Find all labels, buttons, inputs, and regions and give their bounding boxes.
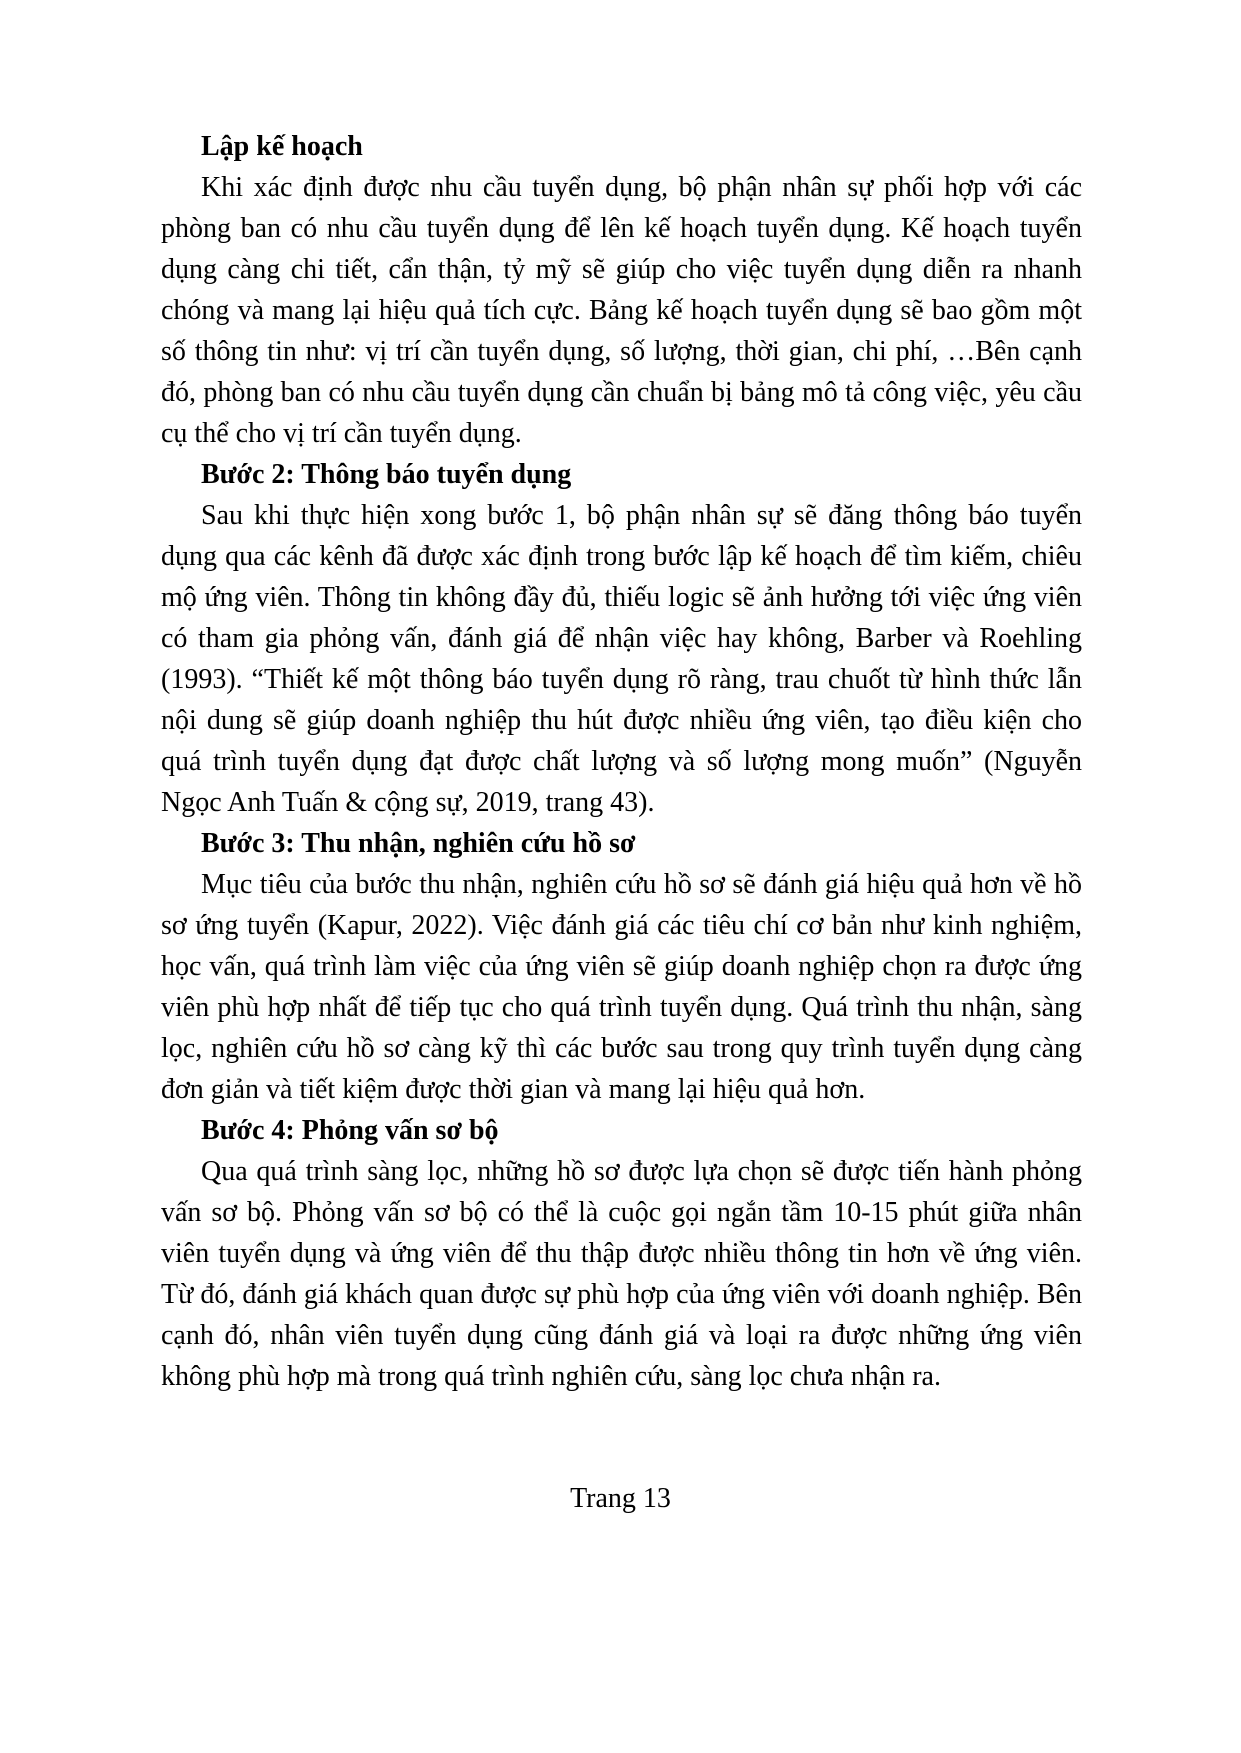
document-content (161, 126, 1082, 1397)
section-heading: Bước 3: Thu nhận, nghiên cứu hồ sơ (201, 828, 636, 859)
body-paragraph: Qua quá trình sàng lọc, những hồ sơ được lựa chọn sẽ được tiến hành phỏng vấn sơ bộ. Phỏng vấn sơ bộ có thể là cuộc gọi ngắn tầm 10-15 phút giữa nhân viên tuyển dụng và ứng viên để thu thập được nhiều thông tin hơn về ứng viên. Từ đó, đánh giá khách quan được sự phù hợp của ứng viên với doanh nghiệp. Bên cạnh đó, nhân viên tuyển dụng cũng đánh giá và loại ra được những ứng viên không phù hợp mà trong quá trình nghiên cứu, sàng lọc chưa nhận ra. (161, 1156, 1082, 1392)
body-paragraph: Sau khi thực hiện xong bước 1, bộ phận nhân sự sẽ đăng thông báo tuyển dụng qua các kênh đã được xác định trong bước lập kế hoạch để tìm kiếm, chiêu mộ ứng viên. Thông tin không đầy đủ, thiếu logic sẽ ảnh hưởng tới việc ứng viên có tham gia phỏng vấn, đánh giá để nhận việc hay không, Barber và Roehling (1993). “Thiết kế một thông báo tuyển dụng rõ ràng, trau chuốt từ hình thức lẫn nội dung sẽ giúp doanh nghiệp thu hút được nhiều ứng viên, tạo điều kiện cho quá trình tuyển dụng đạt được chất lượng và số lượng mong muốn” (Nguyễn Ngọc Anh Tuấn & cộng sự, 2019, trang 43). (161, 500, 1082, 818)
section-heading: Bước 4: Phỏng vấn sơ bộ (201, 1115, 499, 1146)
section-heading: Bước 2: Thông báo tuyển dụng (201, 459, 572, 490)
body-paragraph: Mục tiêu của bước thu nhận, nghiên cứu hồ sơ sẽ đánh giá hiệu quả hơn về hồ sơ ứng tuyển (Kapur, 2022). Việc đánh giá các tiêu chí cơ bản như kinh nghiệm, học vấn, quá trình làm việc của ứng viên sẽ giúp doanh nghiệp chọn ra được ứng viên phù hợp nhất để tiếp tục cho quá trình tuyển dụng. Quá trình thu nhận, sàng lọc, nghiên cứu hồ sơ càng kỹ thì các bước sau trong quy trình tuyển dụng càng đơn giản và tiết kiệm được thời gian và mang lại hiệu quả hơn. (161, 869, 1082, 1105)
body-paragraph: Khi xác định được nhu cầu tuyển dụng, bộ phận nhân sự phối hợp với các phòng ban có nhu cầu tuyển dụng để lên kế hoạch tuyển dụng. Kế hoạch tuyển dụng càng chi tiết, cẩn thận, tỷ mỹ sẽ giúp cho việc tuyển dụng diễn ra nhanh chóng và mang lại hiệu quả tích cực. Bảng kế hoạch tuyển dụng sẽ bao gồm một số thông tin như: vị trí cần tuyển dụng, số lượng, thời gian, chi phí, …Bên cạnh đó, phòng ban có nhu cầu tuyển dụng cần chuẩn bị bảng mô tả công việc, yêu cầu cụ thể cho vị trí cần tuyển dụng. (161, 172, 1082, 449)
section-heading: Lập kế hoạch (201, 131, 363, 162)
page-number-footer: Trang 13 (570, 1483, 671, 1514)
